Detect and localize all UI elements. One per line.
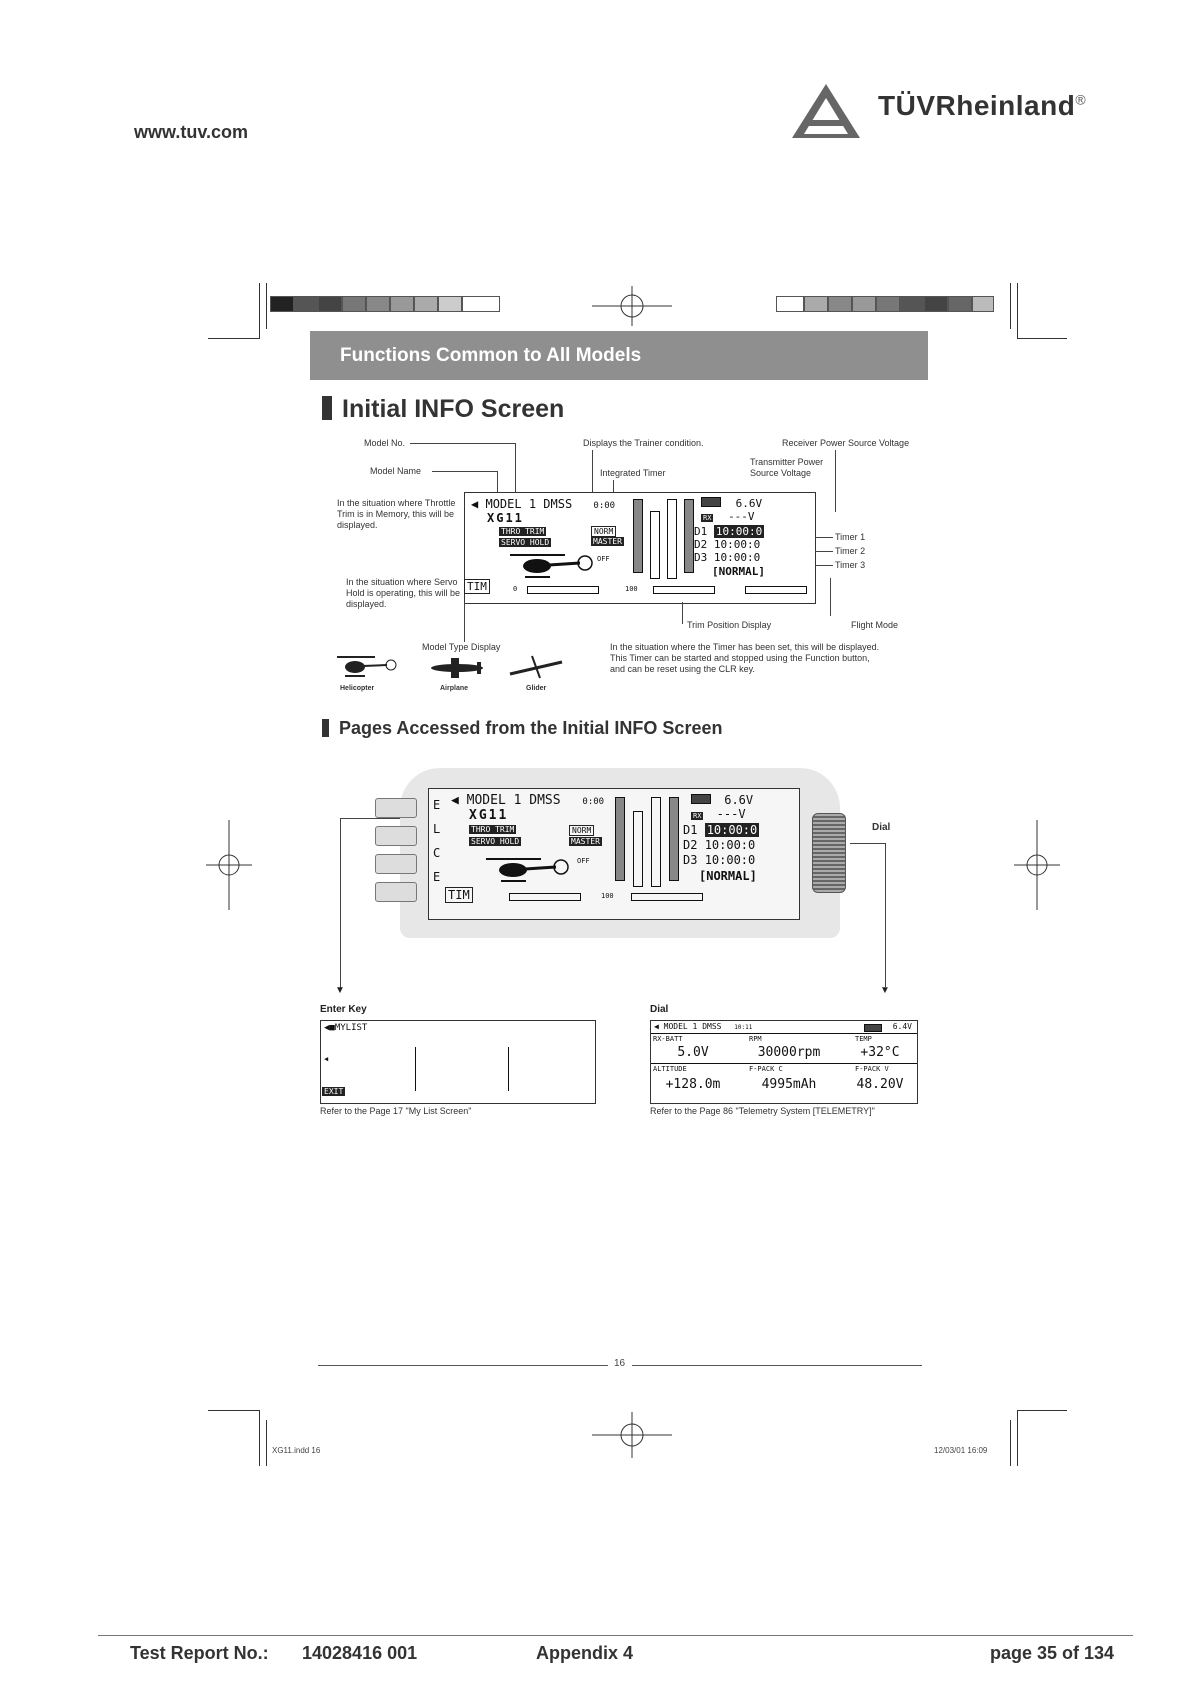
crop-mark-tr-v [1010, 283, 1011, 329]
trim-bar-2 [653, 586, 715, 594]
lcd-rx-label: RX [703, 514, 712, 522]
lcd-d1: D1 [694, 525, 708, 538]
lcd-d3-val: 10:00:0 [713, 551, 761, 564]
device-hundred: 100 [601, 892, 614, 900]
label-timer-note: In the situation where the Timer has been set, this will be displayed. This Timer can be started and stopped using the Function button, and can be reset using the CLR key. [610, 642, 880, 674]
label-timer3: Timer 3 [835, 560, 866, 570]
bottom-registration-target-icon [592, 1412, 672, 1458]
tuv-triangle-icon [790, 80, 862, 142]
crop-mark-tr-h [1017, 338, 1067, 339]
lcd-screen [464, 492, 816, 604]
tele-top-timer: 10:11 [734, 1024, 753, 1031]
lcd-d1-val: 10:00:0 [715, 525, 763, 538]
device-tim: TIM [445, 887, 473, 903]
device-volt: 6.6V [724, 793, 754, 807]
device-d3-val: 10:00:0 [704, 853, 756, 867]
crop-mark-bl-v [259, 1410, 260, 1466]
crop-mark-tl-h [208, 338, 260, 339]
info-screen-diagram [330, 430, 950, 700]
dial-panel-title: Dial [650, 1004, 669, 1015]
tuv-logo [790, 80, 1110, 142]
mylist-side-arrow-icon: ◀ [324, 1055, 329, 1063]
crop-mark-tr-v2 [1017, 283, 1018, 339]
tele-label-rx-batt: RX-BATT [653, 1035, 683, 1043]
enter-key-screen [320, 1020, 596, 1104]
lcd-flight-mode: [NORMAL] [712, 565, 765, 578]
label-model-name: Model Name [370, 466, 422, 476]
crop-mark-tl-v2 [266, 283, 267, 329]
enter-key-title: Enter Key [320, 1004, 367, 1015]
airplane-type-icon [427, 656, 489, 680]
tele-label-fpack-c: F-PACK C [749, 1065, 783, 1073]
site-url: www.tuv.com [134, 122, 249, 142]
device-battery-icon [691, 794, 711, 804]
label-helicopter: Helicopter [340, 685, 375, 692]
device-d1-val: 10:00:0 [706, 823, 758, 837]
label-glider: Glider [526, 685, 547, 692]
tele-top: MODEL 1 DMSS [663, 1022, 722, 1031]
crop-mark-tl-v [259, 283, 260, 339]
device-name: XG11 [469, 808, 509, 823]
report-number: 14028416 001 [302, 1643, 418, 1663]
device-key-l: L [433, 822, 441, 836]
label-throttle-trim: In the situation where Throttle Trim is in Memory, this will be displayed. [337, 498, 456, 530]
tele-fpack-v: 48.20V [856, 1077, 904, 1092]
label-trainer: Displays the Trainer condition. [583, 438, 704, 448]
device-d1: D1 [683, 823, 698, 837]
label-servo-hold: In the situation where Servo Hold is operating, this will be displayed. [346, 577, 461, 609]
trim-bar-1 [527, 586, 599, 594]
device-rx-volt: ---V [716, 807, 746, 821]
tele-label-altitude: ALTITUDE [653, 1065, 687, 1073]
lcd-tim: TIM [464, 579, 490, 594]
device-d2-val: 10:00:0 [704, 838, 756, 852]
glider-type-icon [506, 654, 568, 680]
subsection-title [322, 718, 722, 739]
mylist-title: MYLIST [334, 1023, 368, 1033]
dial-arrow-icon: ▼ [880, 985, 890, 996]
lcd-timer: 0:00 [593, 501, 616, 511]
tele-rx-batt: 5.0V [677, 1045, 709, 1060]
device-rx-label: RX [693, 812, 702, 820]
lcd-servo-hold: SERVO HOLD [501, 538, 550, 547]
lcd-left-arrow-icon: ◀ [471, 497, 479, 511]
device-master: MASTER [571, 837, 600, 846]
label-timer2: Timer 2 [835, 546, 866, 556]
label-tx-voltage: Transmitter Power Source Voltage [750, 457, 824, 478]
device-helicopter-icon [481, 855, 571, 885]
tele-label-fpack-v: F-PACK V [855, 1065, 889, 1073]
tele-rpm: 30000rpm [757, 1045, 821, 1060]
tele-fpack-c: 4995mAh [761, 1077, 817, 1092]
lcd-volt: 6.6V [735, 497, 763, 510]
tuv-reg: ® [1075, 91, 1087, 108]
device-flight-mode: [NORMAL] [699, 869, 757, 883]
print-file-slug: XG11.indd 16 [272, 1446, 321, 1455]
tele-top-volt: 6.4V [892, 1022, 912, 1031]
lcd-master: MASTER [593, 537, 622, 546]
crop-mark-bl-h [208, 1410, 260, 1411]
dial-panel-caption: Refer to the Page 86 "Telemetry System [TELEMETRY]" [650, 1106, 875, 1116]
transmitter-photo [400, 768, 840, 938]
leader-model-name [432, 471, 497, 472]
tele-temp: +32°C [860, 1045, 900, 1060]
device-thro-trim: THRO TRIM [471, 825, 515, 834]
print-date-slug: 12/03/01 16:09 [934, 1446, 988, 1455]
tele-altitude: +128.0m [665, 1077, 721, 1092]
label-rx-voltage: Receiver Power Source Voltage [782, 438, 910, 448]
tele-battery-icon [864, 1024, 882, 1032]
lcd-hundred: 100 [625, 585, 638, 593]
mylist-exit: EXIT [324, 1087, 344, 1096]
leader-model-no [410, 443, 515, 444]
device-key-e: E [433, 798, 441, 812]
crop-mark-bl-v2 [266, 1420, 267, 1466]
lcd-bar-2 [650, 511, 660, 579]
device-lcd [428, 788, 800, 920]
trim-bar-3 [745, 586, 807, 594]
color-bar-right [776, 296, 1004, 312]
side-target-right-icon [1014, 820, 1060, 910]
lcd-bar-1 [633, 499, 643, 573]
tele-label-rpm: RPM [749, 1035, 762, 1043]
device-servo-hold: SERVO HOLD [471, 837, 520, 846]
crop-mark-br-v2 [1017, 1410, 1018, 1466]
report-label: Test Report No.: [130, 1643, 269, 1663]
lcd-off: OFF [597, 555, 610, 563]
helicopter-type-icon [335, 654, 397, 680]
lcd-name: XG11 [487, 511, 524, 525]
label-airplane: Airplane [440, 685, 469, 692]
label-flight-mode: Flight Mode [851, 620, 899, 630]
side-target-left-icon [206, 820, 252, 910]
lcd-d2-val: 10:00:0 [713, 538, 761, 551]
lcd-bar-4 [684, 499, 694, 573]
section-title [322, 395, 564, 424]
label-trim-position: Trim Position Display [687, 620, 772, 630]
subsection-title-text: Pages Accessed from the Initial INFO Screen [339, 718, 723, 738]
title-square-icon [322, 396, 332, 420]
footer-rule [98, 1635, 1133, 1636]
label-integrated-timer: Integrated Timer [600, 468, 666, 478]
crop-mark-br-v [1010, 1420, 1011, 1466]
page-of-total: page 35 of 134 [990, 1643, 1115, 1663]
battery-icon [701, 497, 721, 507]
crop-mark-br-h [1017, 1410, 1067, 1411]
appendix-label: Appendix 4 [536, 1643, 634, 1663]
registration-target-icon [592, 286, 672, 326]
label-model-type: Model Type Display [422, 642, 501, 652]
lcd-thro-trim: THRO TRIM [501, 527, 545, 536]
lcd-d2: D2 [694, 538, 708, 551]
device-norm: NORM [569, 825, 594, 836]
device-key-e2: E [433, 870, 441, 884]
lcd-helicopter-icon [505, 551, 595, 581]
section-banner: Functions Common to All Models [310, 331, 928, 380]
color-bar-left [270, 296, 500, 312]
dial-wheel[interactable] [812, 813, 846, 893]
lcd-d3: D3 [694, 551, 708, 564]
device-timer: 0:00 [582, 797, 605, 807]
lcd-norm: NORM [591, 526, 616, 537]
enter-key-caption: Refer to the Page 17 "My List Screen" [320, 1106, 472, 1116]
tele-arrow-icon: ◀ [654, 1022, 659, 1031]
device-off: OFF [577, 857, 590, 865]
subtitle-square-icon [322, 719, 329, 737]
lcd-rx-volt: ---V [728, 510, 755, 523]
device-d3: D3 [683, 853, 698, 867]
lcd-model: MODEL 1 DMSS [485, 497, 573, 511]
mylist-arrow-icon: ◀■ [324, 1023, 335, 1033]
side-keys [375, 798, 417, 908]
page-number: 16 [614, 1358, 626, 1369]
label-timer1: Timer 1 [835, 532, 866, 542]
device-model: MODEL 1 DMSS [466, 793, 561, 808]
device-left-arrow-icon: ◀ [451, 793, 459, 808]
device-key-c: C [433, 846, 441, 860]
lcd-zero-left: 0 [513, 585, 518, 593]
dial-label: Dial [872, 822, 891, 833]
telemetry-screen [650, 1020, 918, 1104]
lcd-bar-3 [667, 499, 677, 579]
tuv-name: TÜVRheinland [878, 90, 1076, 121]
tele-label-temp: TEMP [855, 1035, 872, 1043]
label-model-no: Model No. [364, 438, 406, 448]
enter-arrow-icon: ▼ [335, 985, 345, 996]
section-title-text: Initial INFO Screen [342, 395, 565, 423]
device-d2: D2 [683, 838, 698, 852]
